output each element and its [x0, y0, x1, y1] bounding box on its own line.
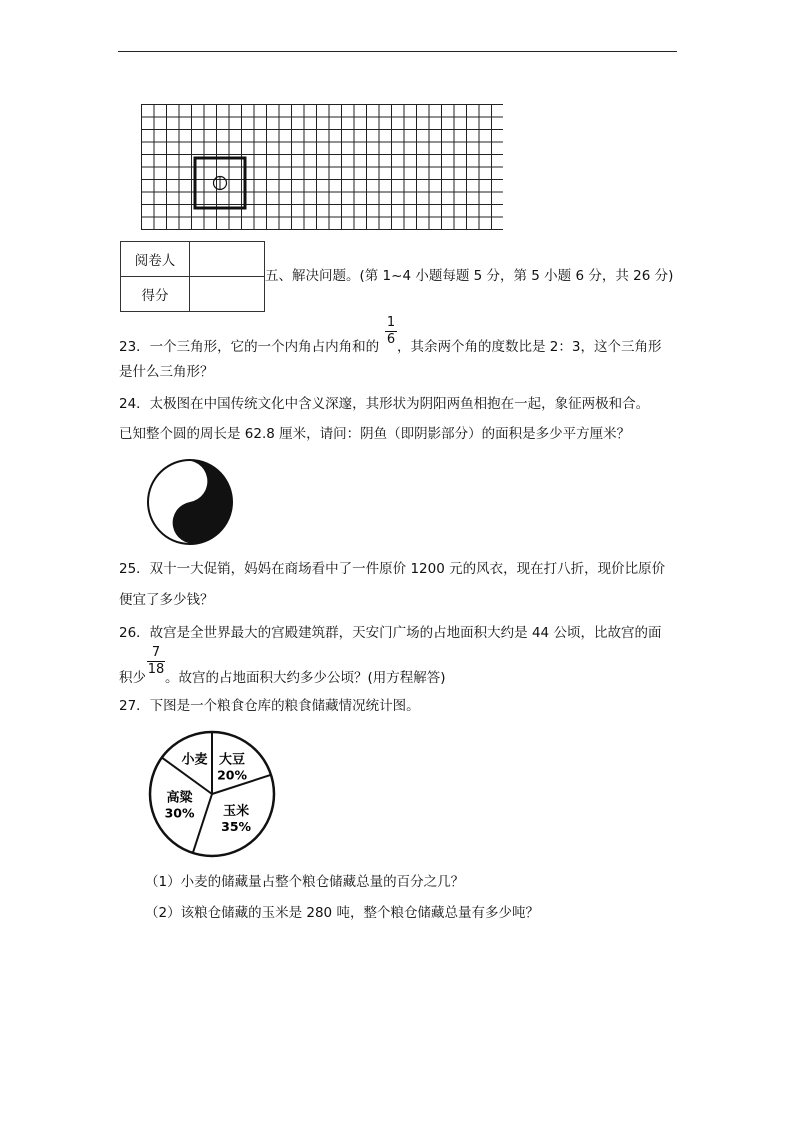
q25-line1: 25．双十一大促销，妈妈在商场看中了一件原价 1200 元的风衣，现在打八折，现价比原价	[119, 561, 666, 577]
grid-figure	[141, 104, 503, 232]
q26-line2-a: 积少	[119, 670, 146, 686]
pie-label-3: 小麦	[181, 752, 208, 768]
pie-label-1: 玉米	[223, 804, 250, 820]
reviewer-cell[interactable]	[190, 242, 265, 277]
q23-line2: 是什么三角形？	[119, 364, 214, 380]
q23-frac-num: 1	[386, 315, 396, 330]
pie-value-2: 30%	[164, 805, 195, 821]
pie-label-2: 高粱	[166, 790, 193, 806]
q26-line2-b: 。故宫的占地面积大约多少公顷？(用方程解答)	[165, 670, 446, 686]
q27-sub2: （2）该粮仓储藏的玉米是 280 吨，整个粮仓储藏总量有多少吨？	[145, 905, 539, 921]
q23-frac-den: 6	[386, 332, 396, 347]
q26-frac-num: 7	[151, 645, 161, 660]
q26-frac-den: 18	[147, 662, 165, 677]
score-label: 得分	[121, 277, 190, 312]
q27-line1: 27．下图是一个粮食仓库的粮食储藏情况统计图。	[119, 698, 420, 714]
pie-value-0: 20%	[217, 767, 248, 783]
q23-fraction	[385, 316, 397, 347]
q24-line2: 已知整个圆的周长是 62.8 厘米，请问：阴鱼（即阴影部分）的面积是多少平方厘米？	[119, 426, 631, 442]
score-table	[120, 241, 265, 312]
q27-sub1: （1）小麦的储藏量占整个粮仓储藏总量的百分之几？	[145, 874, 465, 890]
pie-value-1: 35%	[221, 819, 252, 835]
q26-fraction	[147, 646, 165, 677]
score-cell[interactable]	[190, 277, 265, 312]
reviewer-label: 阅卷人	[121, 242, 190, 277]
q23-line1-a: 23．一个三角形，它的一个内角占内角和的	[119, 339, 380, 355]
q23-line1-b: ，其余两个角的度数比是 2：3，这个三角形	[397, 339, 662, 355]
pie-label-0: 大豆	[219, 752, 246, 768]
grain-pie-chart	[146, 728, 278, 860]
q25-line2: 便宜了多少钱？	[119, 592, 214, 608]
taiji-symbol	[146, 458, 234, 546]
q24-line1: 24．太极图在中国传统文化中含义深邃，其形状为阴阳两鱼相抱在一起，象征两极和合。	[119, 396, 650, 412]
header-rule	[118, 51, 677, 52]
section-heading: 五、解决问题。(第 1~4 小题每题 5 分，第 5 小题 6 分，共 26 分)	[265, 268, 674, 284]
q26-line1: 26．故宫是全世界最大的宫殿建筑群，天安门广场的占地面积大约是 44 公顷，比故宫的面	[119, 625, 662, 641]
